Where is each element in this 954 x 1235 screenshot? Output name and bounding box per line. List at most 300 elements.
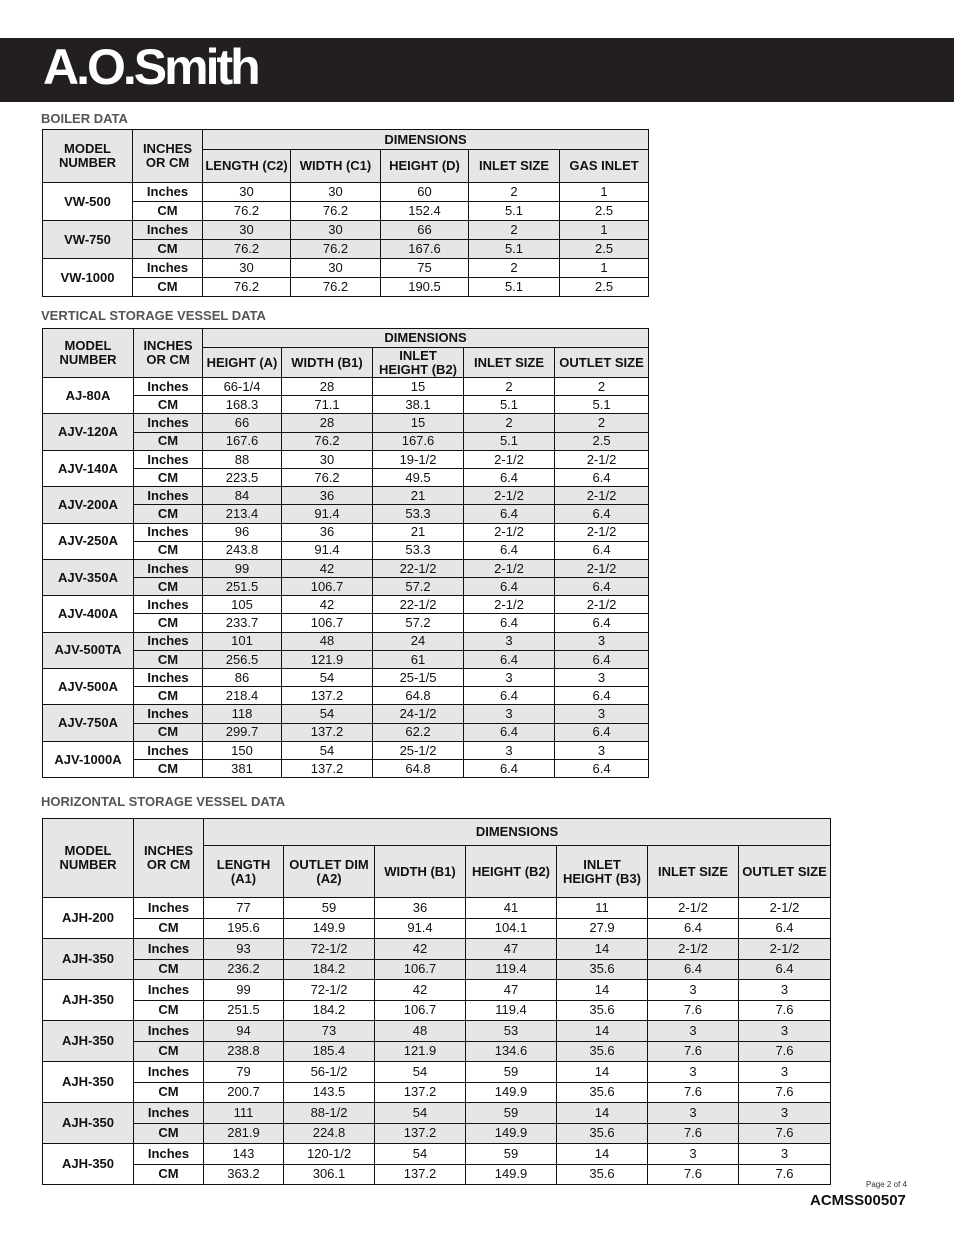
value-cell: 6.4 <box>464 505 555 523</box>
table-row <box>43 1041 831 1062</box>
value-cell: 22-1/2 <box>373 596 464 614</box>
column-header: INLET SIZE <box>648 846 739 898</box>
value-cell: 91.4 <box>282 505 373 523</box>
model-cell: AJV-400A <box>43 596 134 632</box>
table-row <box>43 396 649 414</box>
value-cell: 149.9 <box>466 1164 557 1185</box>
value-cell: 150 <box>203 741 282 759</box>
value-cell: 54 <box>375 1103 466 1124</box>
table-row <box>43 1164 831 1185</box>
value-cell: 48 <box>282 632 373 650</box>
value-cell: 149.9 <box>284 918 375 939</box>
unit-cell: CM <box>133 240 203 259</box>
value-cell: 184.2 <box>284 959 375 980</box>
value-cell: 2.5 <box>560 278 649 297</box>
value-cell: 256.5 <box>203 650 282 668</box>
unit-cell: Inches <box>133 259 203 278</box>
boiler-data-table <box>42 129 649 297</box>
table-row <box>43 759 649 777</box>
value-cell: 15 <box>373 414 464 432</box>
value-cell: 6.4 <box>555 650 649 668</box>
value-cell: 104.1 <box>466 918 557 939</box>
unit-cell: Inches <box>134 669 203 687</box>
value-cell: 224.8 <box>284 1123 375 1144</box>
table-row <box>43 705 649 723</box>
model-cell: VW-500 <box>43 183 133 221</box>
model-cell: AJV-350A <box>43 559 134 595</box>
unit-cell: Inches <box>134 632 203 650</box>
value-cell: 30 <box>203 259 291 278</box>
value-cell: 3 <box>555 669 649 687</box>
unit-cell: Inches <box>134 898 204 919</box>
value-cell: 218.4 <box>203 687 282 705</box>
value-cell: 6.4 <box>464 614 555 632</box>
column-header: INLET SIZE <box>469 150 560 183</box>
value-cell: 59 <box>466 1144 557 1165</box>
value-cell: 35.6 <box>557 1000 648 1021</box>
value-cell: 149.9 <box>466 1123 557 1144</box>
value-cell: 137.2 <box>375 1123 466 1144</box>
value-cell: 88 <box>203 450 282 468</box>
unit-cell: Inches <box>134 939 204 960</box>
value-cell: 88-1/2 <box>284 1103 375 1124</box>
table-row <box>43 918 831 939</box>
value-cell: 5.1 <box>464 396 555 414</box>
value-cell: 137.2 <box>282 687 373 705</box>
model-cell: AJV-1000A <box>43 741 134 777</box>
unit-cell: Inches <box>134 487 203 505</box>
value-cell: 60 <box>381 183 469 202</box>
value-cell: 2-1/2 <box>464 559 555 577</box>
value-cell: 66 <box>203 414 282 432</box>
value-cell: 54 <box>282 669 373 687</box>
value-cell: 56-1/2 <box>284 1062 375 1083</box>
value-cell: 14 <box>557 1144 648 1165</box>
value-cell: 2 <box>469 259 560 278</box>
unit-cell: Inches <box>133 221 203 240</box>
value-cell: 167.6 <box>381 240 469 259</box>
unit-cell: Inches <box>134 980 204 1001</box>
value-cell: 2 <box>555 414 649 432</box>
value-cell: 2-1/2 <box>555 450 649 468</box>
table-row <box>43 632 649 650</box>
value-cell: 6.4 <box>555 578 649 596</box>
value-cell: 7.6 <box>739 1123 831 1144</box>
value-cell: 143 <box>204 1144 284 1165</box>
value-cell: 190.5 <box>381 278 469 297</box>
value-cell: 84 <box>203 487 282 505</box>
value-cell: 47 <box>466 939 557 960</box>
column-header: GAS INLET <box>560 150 649 183</box>
table-row <box>43 1062 831 1083</box>
unit-cell: CM <box>134 432 203 450</box>
value-cell: 35.6 <box>557 1082 648 1103</box>
value-cell: 3 <box>648 1021 739 1042</box>
value-cell: 243.8 <box>203 541 282 559</box>
value-cell: 152.4 <box>381 202 469 221</box>
table-row <box>43 614 649 632</box>
unit-cell: CM <box>134 614 203 632</box>
value-cell: 66-1/4 <box>203 378 282 396</box>
value-cell: 251.5 <box>203 578 282 596</box>
value-cell: 184.2 <box>284 1000 375 1021</box>
value-cell: 30 <box>291 259 381 278</box>
unit-cell: Inches <box>134 596 203 614</box>
value-cell: 1 <box>560 183 649 202</box>
column-header: HEIGHT (D) <box>381 150 469 183</box>
value-cell: 137.2 <box>282 723 373 741</box>
unit-cell: Inches <box>134 741 203 759</box>
value-cell: 2.5 <box>560 202 649 221</box>
brand-logo: A.O.Smith <box>43 39 258 95</box>
value-cell: 167.6 <box>203 432 282 450</box>
value-cell: 6.4 <box>555 614 649 632</box>
value-cell: 38.1 <box>373 396 464 414</box>
unit-cell: CM <box>134 1164 204 1185</box>
value-cell: 53 <box>466 1021 557 1042</box>
value-cell: 223.5 <box>203 468 282 486</box>
value-cell: 77 <box>204 898 284 919</box>
value-cell: 111 <box>204 1103 284 1124</box>
table-row <box>43 939 831 960</box>
value-cell: 134.6 <box>466 1041 557 1062</box>
table-row <box>43 1082 831 1103</box>
table-row <box>43 1144 831 1165</box>
value-cell: 7.6 <box>648 1000 739 1021</box>
model-number-header: MODEL NUMBER <box>43 819 134 898</box>
value-cell: 3 <box>648 1144 739 1165</box>
value-cell: 106.7 <box>282 578 373 596</box>
value-cell: 54 <box>282 705 373 723</box>
value-cell: 2-1/2 <box>555 596 649 614</box>
value-cell: 2 <box>555 378 649 396</box>
table-row <box>43 432 649 450</box>
table-row <box>43 578 649 596</box>
value-cell: 57.2 <box>373 614 464 632</box>
value-cell: 6.4 <box>464 687 555 705</box>
value-cell: 7.6 <box>648 1123 739 1144</box>
column-header: WIDTH (C1) <box>291 150 381 183</box>
unit-cell: Inches <box>134 559 203 577</box>
unit-cell: Inches <box>134 523 203 541</box>
value-cell: 76.2 <box>203 202 291 221</box>
dimensions-header: DIMENSIONS <box>203 130 649 150</box>
value-cell: 41 <box>466 898 557 919</box>
table-row <box>43 1000 831 1021</box>
value-cell: 11 <box>557 898 648 919</box>
value-cell: 49.5 <box>373 468 464 486</box>
value-cell: 2-1/2 <box>464 596 555 614</box>
value-cell: 59 <box>466 1103 557 1124</box>
table-row <box>43 687 649 705</box>
value-cell: 2-1/2 <box>464 523 555 541</box>
table-row <box>43 468 649 486</box>
value-cell: 30 <box>203 221 291 240</box>
column-header: OUTLET SIZE <box>739 846 831 898</box>
column-header: INLET HEIGHT (B2) <box>373 348 464 378</box>
dimensions-header: DIMENSIONS <box>203 329 649 348</box>
value-cell: 167.6 <box>373 432 464 450</box>
model-cell: AJH-350 <box>43 1103 134 1144</box>
value-cell: 238.8 <box>204 1041 284 1062</box>
model-cell: AJ-80A <box>43 378 134 414</box>
value-cell: 35.6 <box>557 1041 648 1062</box>
value-cell: 6.4 <box>555 505 649 523</box>
value-cell: 6.4 <box>464 759 555 777</box>
value-cell: 5.1 <box>469 202 560 221</box>
unit-cell: CM <box>134 468 203 486</box>
unit-cell: CM <box>134 578 203 596</box>
table-row <box>43 487 649 505</box>
value-cell: 73 <box>284 1021 375 1042</box>
value-cell: 6.4 <box>464 541 555 559</box>
unit-header: INCHES OR CM <box>134 819 204 898</box>
model-cell: AJV-750A <box>43 705 134 741</box>
value-cell: 36 <box>282 487 373 505</box>
model-cell: AJH-350 <box>43 1021 134 1062</box>
table-row <box>43 202 649 221</box>
value-cell: 105 <box>203 596 282 614</box>
model-cell: VW-1000 <box>43 259 133 297</box>
horizontal-storage-table <box>42 818 831 1185</box>
value-cell: 363.2 <box>204 1164 284 1185</box>
value-cell: 76.2 <box>291 240 381 259</box>
value-cell: 14 <box>557 1062 648 1083</box>
value-cell: 2 <box>469 221 560 240</box>
value-cell: 72-1/2 <box>284 980 375 1001</box>
value-cell: 71.1 <box>282 396 373 414</box>
value-cell: 7.6 <box>739 1000 831 1021</box>
value-cell: 3 <box>739 1103 831 1124</box>
value-cell: 94 <box>204 1021 284 1042</box>
table-row <box>43 259 649 278</box>
value-cell: 30 <box>282 450 373 468</box>
value-cell: 106.7 <box>375 1000 466 1021</box>
value-cell: 3 <box>739 980 831 1001</box>
value-cell: 76.2 <box>203 278 291 297</box>
unit-cell: CM <box>134 1123 204 1144</box>
value-cell: 42 <box>282 596 373 614</box>
value-cell: 2-1/2 <box>648 898 739 919</box>
value-cell: 6.4 <box>555 723 649 741</box>
value-cell: 61 <box>373 650 464 668</box>
value-cell: 54 <box>375 1144 466 1165</box>
value-cell: 28 <box>282 414 373 432</box>
value-cell: 42 <box>375 939 466 960</box>
column-header: OUTLET DIM (A2) <box>284 846 375 898</box>
unit-cell: CM <box>134 396 203 414</box>
value-cell: 99 <box>203 559 282 577</box>
header-row <box>43 819 831 846</box>
value-cell: 2-1/2 <box>648 939 739 960</box>
value-cell: 195.6 <box>204 918 284 939</box>
unit-cell: Inches <box>134 1021 204 1042</box>
value-cell: 96 <box>203 523 282 541</box>
value-cell: 57.2 <box>373 578 464 596</box>
table-row <box>43 596 649 614</box>
value-cell: 3 <box>555 705 649 723</box>
table-row <box>43 378 649 396</box>
value-cell: 2-1/2 <box>464 450 555 468</box>
value-cell: 137.2 <box>375 1082 466 1103</box>
value-cell: 137.2 <box>375 1164 466 1185</box>
table-row <box>43 980 831 1001</box>
value-cell: 27.9 <box>557 918 648 939</box>
unit-cell: CM <box>134 723 203 741</box>
value-cell: 48 <box>375 1021 466 1042</box>
value-cell: 53.3 <box>373 541 464 559</box>
vertical-section-title: VERTICAL STORAGE VESSEL DATA <box>41 308 266 323</box>
value-cell: 99 <box>204 980 284 1001</box>
unit-cell: CM <box>134 1082 204 1103</box>
value-cell: 6.4 <box>464 723 555 741</box>
unit-cell: CM <box>134 959 204 980</box>
table-row <box>43 741 649 759</box>
value-cell: 19-1/2 <box>373 450 464 468</box>
value-cell: 2-1/2 <box>555 559 649 577</box>
unit-header: INCHES OR CM <box>133 130 203 183</box>
value-cell: 3 <box>555 741 649 759</box>
boiler-section-title: BOILER DATA <box>41 111 128 126</box>
unit-cell: Inches <box>134 1103 204 1124</box>
table-row <box>43 183 649 202</box>
model-cell: AJV-200A <box>43 487 134 523</box>
value-cell: 54 <box>282 741 373 759</box>
value-cell: 2-1/2 <box>739 939 831 960</box>
value-cell: 6.4 <box>464 578 555 596</box>
value-cell: 24-1/2 <box>373 705 464 723</box>
table-row <box>43 278 649 297</box>
vertical-storage-table <box>42 328 649 778</box>
value-cell: 3 <box>739 1144 831 1165</box>
value-cell: 6.4 <box>739 959 831 980</box>
column-header: LENGTH (A1) <box>204 846 284 898</box>
value-cell: 5.1 <box>469 278 560 297</box>
unit-cell: CM <box>134 1041 204 1062</box>
model-cell: AJV-250A <box>43 523 134 559</box>
model-cell: AJH-350 <box>43 1062 134 1103</box>
unit-cell: Inches <box>133 183 203 202</box>
table-row <box>43 669 649 687</box>
table-row <box>43 1103 831 1124</box>
value-cell: 30 <box>203 183 291 202</box>
table-row <box>43 559 649 577</box>
value-cell: 76.2 <box>282 432 373 450</box>
value-cell: 120-1/2 <box>284 1144 375 1165</box>
value-cell: 2.5 <box>555 432 649 450</box>
value-cell: 42 <box>282 559 373 577</box>
value-cell: 213.4 <box>203 505 282 523</box>
value-cell: 7.6 <box>648 1041 739 1062</box>
column-header: WIDTH (B1) <box>375 846 466 898</box>
unit-cell: CM <box>134 687 203 705</box>
value-cell: 22-1/2 <box>373 559 464 577</box>
value-cell: 2-1/2 <box>464 487 555 505</box>
unit-cell: CM <box>134 759 203 777</box>
table-row <box>43 240 649 259</box>
column-header: HEIGHT (B2) <box>466 846 557 898</box>
model-number-header: MODEL NUMBER <box>43 130 133 183</box>
value-cell: 14 <box>557 1021 648 1042</box>
value-cell: 54 <box>375 1062 466 1083</box>
value-cell: 119.4 <box>466 959 557 980</box>
value-cell: 79 <box>204 1062 284 1083</box>
value-cell: 3 <box>739 1021 831 1042</box>
value-cell: 62.2 <box>373 723 464 741</box>
value-cell: 6.4 <box>648 918 739 939</box>
value-cell: 7.6 <box>648 1164 739 1185</box>
value-cell: 2-1/2 <box>555 487 649 505</box>
table-row <box>43 221 649 240</box>
model-cell: AJH-350 <box>43 939 134 980</box>
value-cell: 5.1 <box>469 240 560 259</box>
unit-cell: Inches <box>134 450 203 468</box>
value-cell: 59 <box>284 898 375 919</box>
value-cell: 106.7 <box>282 614 373 632</box>
value-cell: 15 <box>373 378 464 396</box>
value-cell: 35.6 <box>557 1164 648 1185</box>
unit-cell: CM <box>133 278 203 297</box>
table-row <box>43 650 649 668</box>
value-cell: 36 <box>282 523 373 541</box>
value-cell: 2-1/2 <box>555 523 649 541</box>
value-cell: 251.5 <box>204 1000 284 1021</box>
value-cell: 91.4 <box>282 541 373 559</box>
column-header: INLET SIZE <box>464 348 555 378</box>
value-cell: 6.4 <box>464 650 555 668</box>
value-cell: 137.2 <box>282 759 373 777</box>
value-cell: 14 <box>557 939 648 960</box>
value-cell: 7.6 <box>739 1082 831 1103</box>
header-row <box>43 130 649 150</box>
value-cell: 143.5 <box>284 1082 375 1103</box>
value-cell: 2 <box>464 378 555 396</box>
model-number-header: MODEL NUMBER <box>43 329 134 378</box>
value-cell: 35.6 <box>557 1123 648 1144</box>
value-cell: 3 <box>648 1103 739 1124</box>
model-cell: AJV-140A <box>43 450 134 486</box>
value-cell: 121.9 <box>375 1041 466 1062</box>
value-cell: 21 <box>373 523 464 541</box>
value-cell: 6.4 <box>555 541 649 559</box>
value-cell: 6.4 <box>555 468 649 486</box>
value-cell: 1 <box>560 259 649 278</box>
value-cell: 3 <box>648 980 739 1001</box>
value-cell: 2 <box>464 414 555 432</box>
unit-cell: Inches <box>134 414 203 432</box>
value-cell: 6.4 <box>555 759 649 777</box>
value-cell: 200.7 <box>204 1082 284 1103</box>
value-cell: 5.1 <box>464 432 555 450</box>
value-cell: 47 <box>466 980 557 1001</box>
value-cell: 36 <box>375 898 466 919</box>
value-cell: 6.4 <box>555 687 649 705</box>
dimensions-header: DIMENSIONS <box>204 819 831 846</box>
value-cell: 3 <box>464 741 555 759</box>
value-cell: 42 <box>375 980 466 1001</box>
unit-cell: Inches <box>134 1062 204 1083</box>
value-cell: 91.4 <box>375 918 466 939</box>
value-cell: 233.7 <box>203 614 282 632</box>
value-cell: 6.4 <box>739 918 831 939</box>
value-cell: 7.6 <box>648 1082 739 1103</box>
value-cell: 118 <box>203 705 282 723</box>
value-cell: 2.5 <box>560 240 649 259</box>
table-row <box>43 541 649 559</box>
table-row <box>43 723 649 741</box>
header-row <box>43 329 649 348</box>
value-cell: 101 <box>203 632 282 650</box>
